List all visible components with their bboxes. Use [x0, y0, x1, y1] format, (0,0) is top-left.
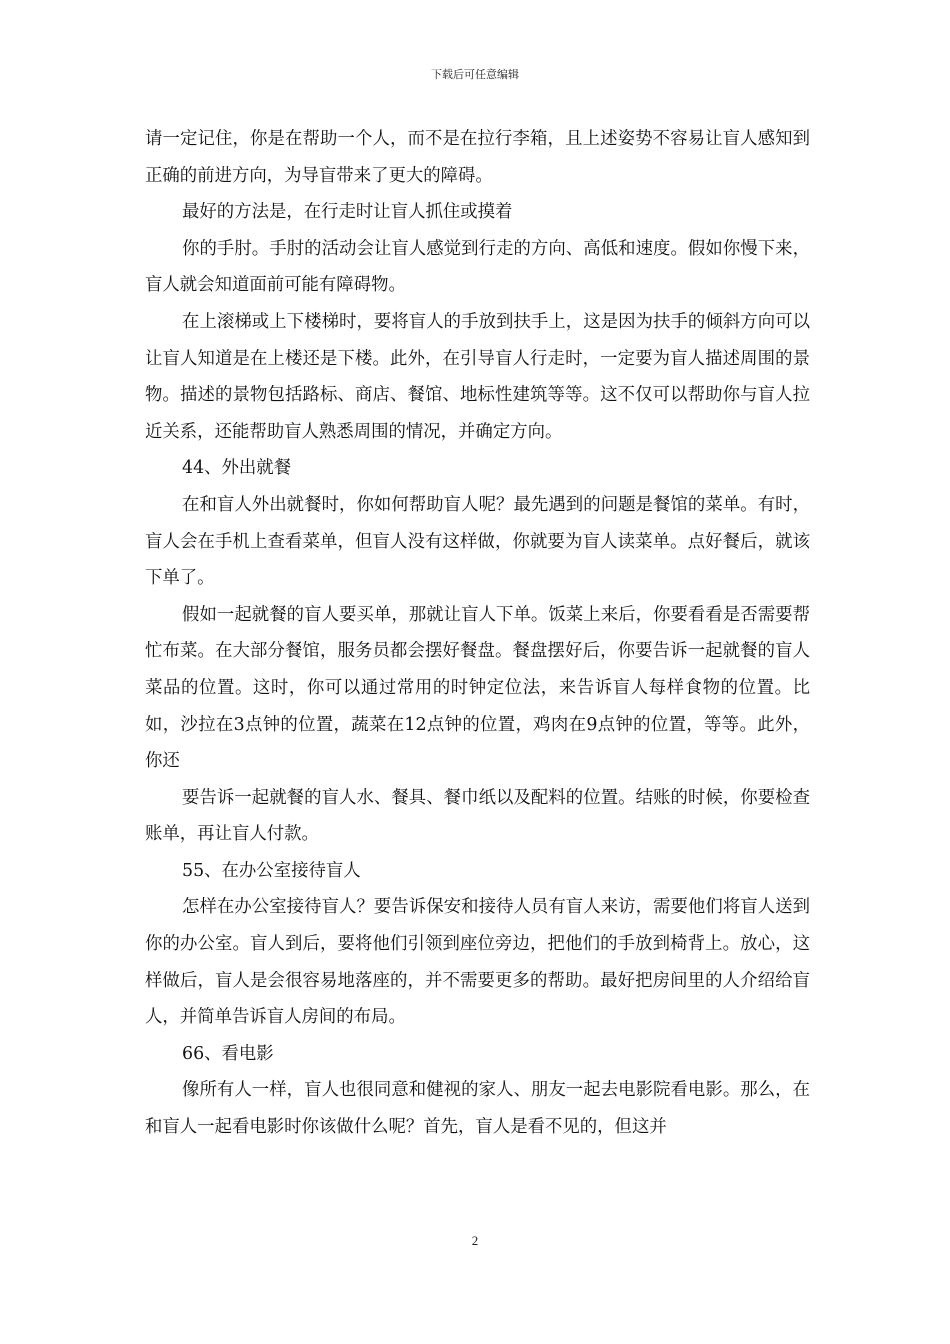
- paragraph-1: 请一定记住，你是在帮助一个人，而不是在拉行李箱，且上述姿势不容易让盲人感知到正确的前进方向，为导盲带来了更大的障碍。: [145, 129, 810, 186]
- page-number: 2: [471, 1233, 479, 1248]
- paragraph-5: 在和盲人外出就餐时，你如何帮助盲人呢？最先遇到的问题是餐馆的菜单。有时，盲人会在手机上查看菜单，但盲人没有这样做，你就要为盲人读菜单。点好餐后，就该下单了。: [145, 494, 810, 589]
- paragraph-4: 在上滚梯或上下楼梯时，要将盲人的手放到扶手上，这是因为扶手的倾斜方向可以让盲人知道是在上楼还是下楼。此外，在引导盲人行走时，一定要为盲人描述周围的景物。描述的景物包括路标、商店、餐馆、地标性建筑等等。这不仅可以帮助你与盲人拉近关系，还能帮助盲人熟悉周围的情况，并确定方向。: [145, 311, 810, 442]
- section-heading-movie: 66、看电影: [182, 1043, 274, 1064]
- page-header: 下载后可任意编辑: [431, 68, 519, 81]
- document-body: [145, 121, 810, 1146]
- paragraph-2: 最好的方法是，在行走时让盲人抓住或摸着: [182, 202, 513, 223]
- section-heading-office: 55、在办公室接待盲人: [182, 860, 361, 881]
- paragraph-3: 你的手肘。手肘的活动会让盲人感觉到行走的方向、高低和速度。假如你慢下来，盲人就会知道面前可能有障碍物。: [145, 238, 810, 296]
- paragraph-9: 像所有人一样，盲人也很同意和健视的家人、朋友一起去电影院看电影。那么，在和盲人一起看电影时你该做什么呢？首先，盲人是看不见的，但这并: [145, 1080, 810, 1138]
- paragraph-8: 怎样在办公室接待盲人？要告诉保安和接待人员有盲人来访，需要他们将盲人送到你的办公室。盲人到后，要将他们引领到座位旁边，把他们的手放到椅背上。放心，这样做后，盲人是会很容易地落座的，并不需要更多的帮助。最好把房间里的人介绍给盲人，并简单告诉盲人房间的布局。: [145, 897, 810, 1028]
- paragraph-6: 假如一起就餐的盲人要买单，那就让盲人下单。饭菜上来后，你要看看是否需要帮忙布菜。在大部分餐馆，服务员都会摆好餐盘。餐盘摆好后，你要告诉一起就餐的盲人菜品的位置。这时，你可以通过常用的时钟定位法，来告诉盲人每样食物的位置。比如，沙拉在3点钟的位置，蔬菜在12点钟的位置，鸡肉在9点钟的位置，等等。此外，你还: [145, 604, 810, 772]
- section-heading-dining: 44、外出就餐: [182, 458, 292, 479]
- paragraph-7: 要告诉一起就餐的盲人水、餐具、餐巾纸以及配料的位置。结账的时候，你要检查账单，再让盲人付款。: [145, 787, 810, 845]
